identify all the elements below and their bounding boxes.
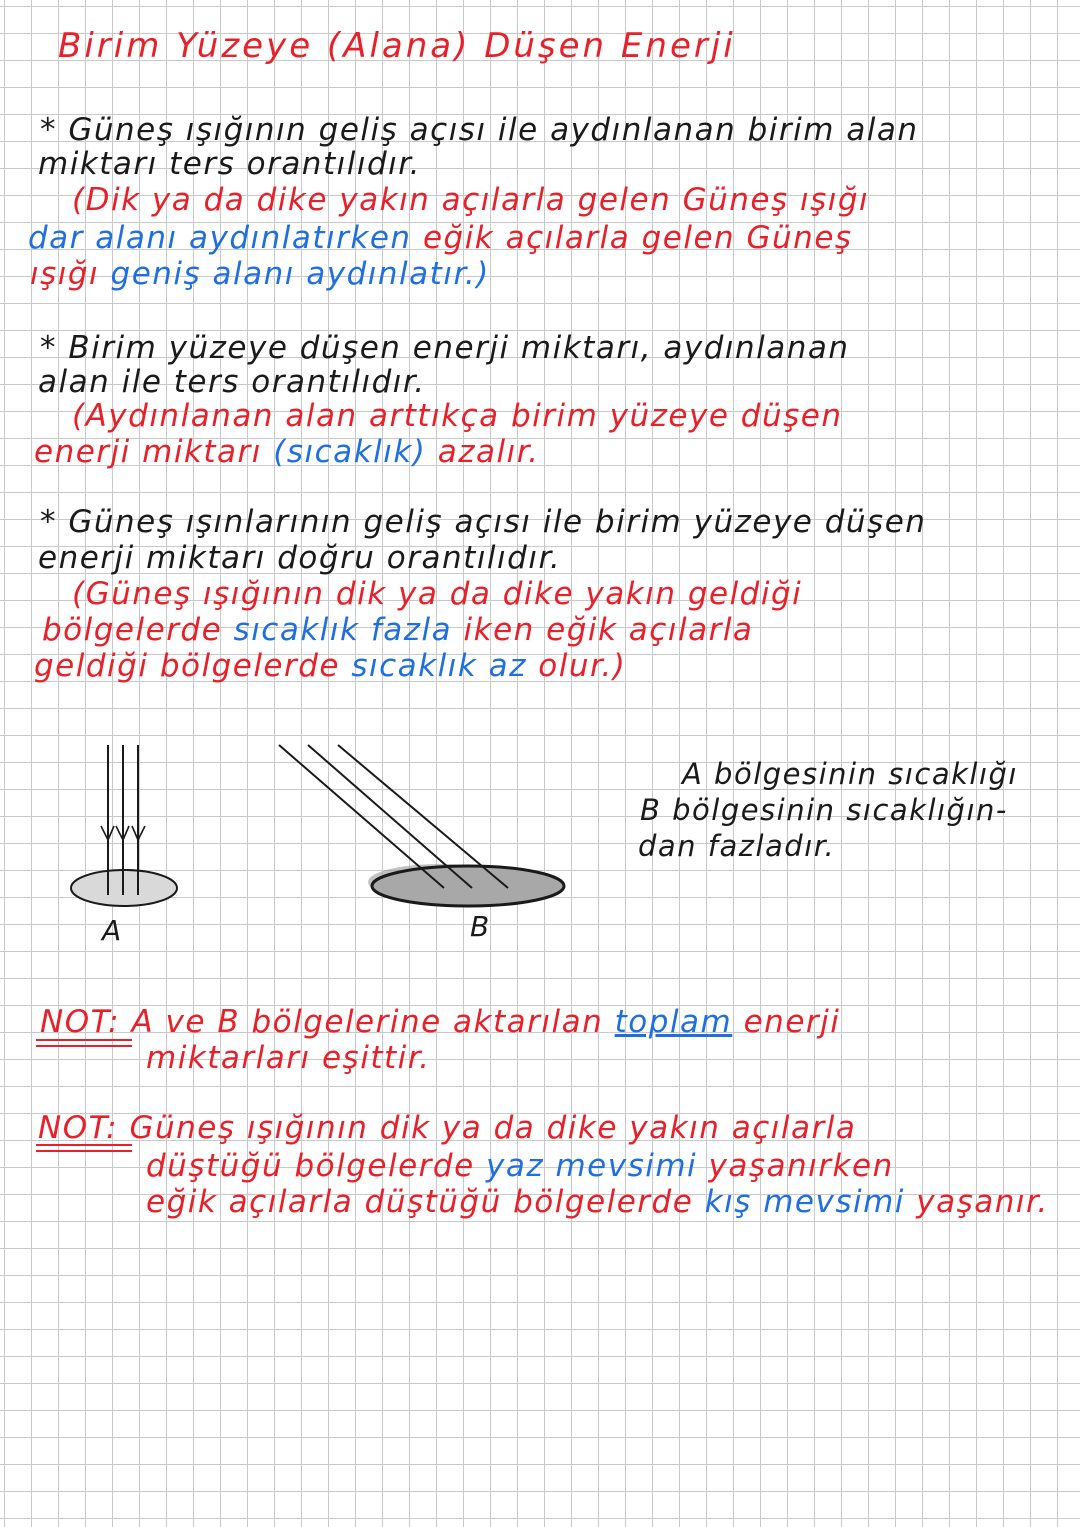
- note1-line1-part2: toplam: [614, 1004, 733, 1040]
- section1-line1: * Güneş ışığının geliş açısı ile aydınlanan birim alan: [40, 112, 919, 148]
- section2-line4-part1: enerji miktarı: [34, 434, 262, 470]
- note1-line1-part3: enerji: [743, 1004, 841, 1040]
- region-a-figure: [71, 745, 177, 906]
- section1-line5-part2: geniş alanı: [110, 256, 295, 292]
- note2-line3-part3: yaşanır.: [916, 1184, 1049, 1220]
- section3-line3: (Güneş ışığının dik ya da dike yakın geldiği: [72, 576, 803, 612]
- note2-line3-part2: kış mevsimi: [704, 1184, 905, 1220]
- section1-line4-part1: dar alanı aydınlatırken: [28, 220, 412, 256]
- note1-line1-part1: A ve B bölgelerine aktarılan: [131, 1004, 604, 1040]
- section2-line2: alan ile ters orantılıdır.: [38, 364, 426, 400]
- region-a-label: A: [102, 914, 122, 947]
- section2-line4-part2: (sıcaklık): [273, 434, 427, 470]
- note2-line2: [146, 1148, 894, 1184]
- section3-line4-part3: iken eğik açılarla: [463, 612, 754, 648]
- note2-line3-part1: eğik açılarla düştüğü bölgelerde: [146, 1184, 694, 1220]
- note2-line3: [146, 1184, 1049, 1220]
- region-b-figure: [279, 745, 564, 906]
- diagram-caption-line1: A bölgesinin sıcaklığı: [682, 757, 1018, 791]
- region-b-ellipse: [372, 866, 564, 906]
- section3-line5-part2: bölgelerde: [159, 648, 340, 684]
- section1-line2: miktarı ters orantılıdır.: [38, 146, 421, 182]
- region-b-ray-1: [279, 745, 444, 888]
- section3-line5-part1: geldiği: [34, 648, 149, 684]
- section1-line3: (Dik ya da dike yakın açılarla gelen Güneş ışığı: [72, 182, 870, 218]
- section2-line4-part3: azalır.: [437, 434, 540, 470]
- diagram-caption-line2: B bölgesinin sıcaklığın-: [640, 793, 1008, 827]
- note2-line1: [38, 1110, 856, 1146]
- note2-line2-part1: düştüğü bölgelerde: [146, 1148, 475, 1184]
- note1-line2: miktarları eşittir.: [146, 1040, 431, 1076]
- note1-label: NOT:: [40, 1004, 121, 1040]
- section3-line4-part2: sıcaklık fazla: [233, 612, 453, 648]
- note2-line2-part3: yaşanırken: [708, 1148, 894, 1184]
- section1-line5-part3: aydınlatır.): [306, 256, 490, 292]
- section3-line4-part1: bölgelerde: [42, 612, 223, 648]
- section3-line5-part4: olur.): [538, 648, 627, 684]
- section2-line1: * Birim yüzeye düşen enerji miktarı, aydınlanan: [40, 330, 850, 366]
- note2-label: NOT:: [38, 1110, 119, 1146]
- region-b-label: B: [470, 910, 490, 943]
- note2-line1-text: Güneş ışığının dik ya da dike yakın açılarla: [129, 1110, 857, 1146]
- section2-line3: (Aydınlanan alan arttıkça birim yüzeye düşen: [72, 398, 843, 434]
- note1-line1: [40, 1004, 840, 1040]
- page-title: Birim Yüzeye (Alana) Düşen Enerji: [58, 26, 736, 66]
- note2-line2-part2: yaz mevsimi: [486, 1148, 698, 1184]
- region-b-ray-2: [308, 745, 472, 888]
- diagram-caption-line3: dan fazladır.: [638, 829, 836, 863]
- section3-line5-part3: sıcaklık az: [351, 648, 527, 684]
- section1-line5-part1: ışığı: [30, 256, 100, 292]
- section3-line1: * Güneş ışınlarının geliş açısı ile birim yüzeye düşen: [40, 504, 927, 540]
- section1-line4-part2: eğik açılarla gelen Güneş: [422, 220, 853, 256]
- section3-line2: enerji miktarı doğru orantılıdır.: [38, 540, 562, 576]
